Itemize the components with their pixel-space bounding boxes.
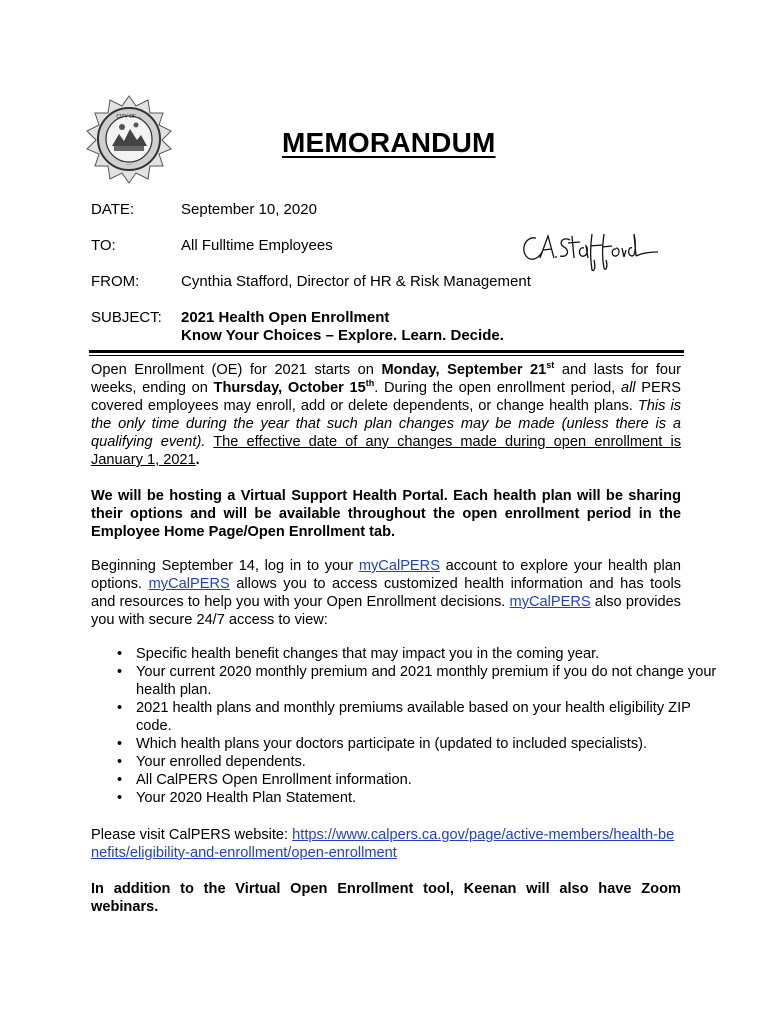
bullet-icon: • bbox=[117, 754, 123, 770]
p3-text-1: Beginning September 14, log in to your bbox=[91, 558, 359, 574]
paragraph-virtual-portal: We will be hosting a Virtual Support Health Portal. Each health plan will be sharing their options and will be available throughout the open enrollment period in the Employee Home Page/Open Enrollment tab. bbox=[91, 488, 681, 540]
paragraph-zoom-webinars: In addition to the Virtual Open Enrollment tool, Keenan will also have Zoom webinars. bbox=[91, 881, 681, 915]
p1-end-date-sup: th bbox=[365, 378, 375, 388]
subject-line-2 bbox=[181, 327, 504, 345]
p1-text-4: PERS covered employees may enroll, add or delete dependents, or change health plans. bbox=[91, 380, 681, 414]
p1-start-date-sup: st bbox=[546, 360, 555, 370]
from-label: FROM: bbox=[91, 273, 140, 290]
header-divider-thin bbox=[89, 355, 684, 356]
p1-text-2: and lasts for four weeks, ending on bbox=[91, 362, 681, 396]
p1-effective-date: The effective date of any changes made during open enrollment is January 1, 2021 bbox=[91, 434, 681, 468]
list-item bbox=[117, 789, 726, 807]
subject-line-1-text: 2021 Health Open Enrollment bbox=[181, 309, 390, 326]
memo-title: MEMORANDUM bbox=[282, 127, 496, 158]
paragraph-mycalpers bbox=[91, 557, 681, 629]
from-value: Cynthia Stafford, Director of HR & Risk Management bbox=[181, 273, 531, 290]
list-item-text: Your current 2020 monthly premium and 2021 monthly premium if you do not change your health plan. bbox=[136, 664, 717, 698]
p4-text-1: Please visit CalPERS website: bbox=[91, 827, 293, 843]
list-item-text: Which health plans your doctors participate in (updated to included specialists). bbox=[136, 736, 648, 752]
seal-text-bottom: ... bbox=[126, 161, 132, 167]
p1-italic-note: This is the only time during the year that such plan changes may be made (unless there is a qualifying event). bbox=[91, 398, 681, 450]
seal-text-top: CITY OF ... bbox=[116, 114, 142, 120]
to-value: All Fulltime Employees bbox=[181, 237, 333, 254]
p1-end-date-text: Thursday, October 15 bbox=[213, 380, 366, 396]
bullet-icon: • bbox=[117, 646, 123, 662]
subject-line-1 bbox=[181, 309, 389, 327]
benefit-list bbox=[91, 645, 726, 807]
p3-text-4: also provides you with secure 24/7 access to view: bbox=[91, 594, 681, 628]
p1-start-date-text: Monday, September 21 bbox=[381, 362, 547, 378]
calpers-website-link[interactable]: https://www.calpers.ca.gov/page/active-members/health-benefits/eligibility-and-enrollment/open-enrollment bbox=[91, 827, 675, 861]
signature-image bbox=[518, 228, 660, 276]
mycalpers-link-3[interactable]: myCalPERS bbox=[509, 594, 591, 610]
list-item-text: All CalPERS Open Enrollment information. bbox=[136, 772, 412, 788]
list-item-text: Your enrolled dependents. bbox=[136, 754, 306, 770]
list-item bbox=[117, 735, 726, 753]
list-item-text: 2021 health plans and monthly premiums available based on your health eligibility ZIP code. bbox=[136, 700, 691, 734]
bullet-icon: • bbox=[117, 736, 123, 752]
bullet-icon: • bbox=[117, 664, 123, 680]
mycalpers-link-2[interactable]: myCalPERS bbox=[148, 576, 230, 592]
bullet-icon: • bbox=[117, 772, 123, 788]
date-value: September 10, 2020 bbox=[181, 201, 317, 218]
p3-text-3: allows you to access customized health information and has tools and resources to help you with your Open Enrollment decisions. bbox=[91, 576, 681, 610]
bullet-icon: • bbox=[117, 790, 123, 806]
paragraph-calpers-website bbox=[91, 826, 681, 862]
p1-text-1: Open Enrollment (OE) for 2021 starts on bbox=[91, 362, 382, 378]
list-item bbox=[117, 663, 726, 699]
list-item bbox=[117, 645, 726, 663]
date-label: DATE: bbox=[91, 201, 135, 218]
p3-text-2: account to explore your health plan options. bbox=[91, 558, 681, 592]
list-item bbox=[117, 699, 726, 735]
p1-text-6: . bbox=[195, 452, 200, 468]
mycalpers-link-1[interactable]: myCalPERS bbox=[358, 558, 440, 574]
bullet-icon: • bbox=[117, 700, 123, 716]
city-seal-icon bbox=[84, 94, 174, 184]
subject-label: SUBJECT: bbox=[91, 309, 162, 326]
list-item-text: Specific health benefit changes that may impact you in the coming year. bbox=[136, 646, 600, 662]
list-item bbox=[117, 753, 726, 771]
p1-end-date bbox=[214, 380, 375, 396]
signature-text: C.A. Stafford bbox=[518, 228, 524, 229]
header-divider-thick bbox=[89, 350, 684, 353]
list-item bbox=[117, 771, 726, 789]
p1-start-date bbox=[381, 362, 554, 378]
p1-text-3: . During the open enrollment period, bbox=[374, 380, 621, 396]
paragraph-open-enrollment bbox=[91, 361, 681, 469]
list-item-text: Your 2020 Health Plan Statement. bbox=[136, 790, 357, 806]
subject-line-2-text: Know Your Choices – Explore. Learn. Decide. bbox=[181, 327, 504, 344]
to-label: TO: bbox=[91, 237, 116, 254]
p1-italic-all: all bbox=[620, 380, 636, 396]
